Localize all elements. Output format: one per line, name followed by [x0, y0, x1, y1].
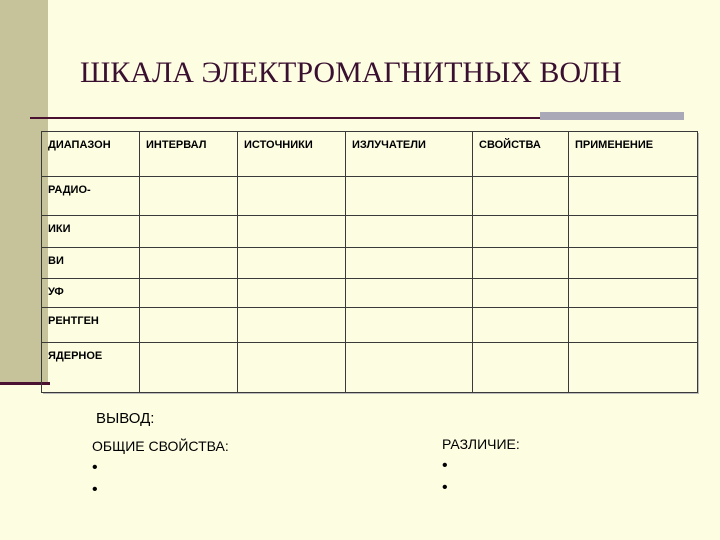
table-row: [42, 216, 698, 248]
table-cell: [140, 279, 238, 308]
common-properties-heading: ОБЩИЕ СВОЙСТВА:: [92, 438, 229, 454]
table-header-row: [42, 132, 698, 177]
table-row: [42, 279, 698, 308]
table-cell: [473, 343, 569, 393]
table-cell: [346, 216, 473, 248]
table-cell: [473, 216, 569, 248]
table-cell: [569, 248, 698, 279]
header-emitters: ИЗЛУЧАТЕЛИ: [346, 132, 473, 177]
table-row: [42, 177, 698, 216]
table-cell: [140, 248, 238, 279]
table-cell: [569, 343, 698, 393]
list-item: •: [92, 459, 98, 476]
page-title: ШКАЛА ЭЛЕКТРОМАГНИТНЫХ ВОЛН: [80, 56, 622, 89]
table-cell: [473, 248, 569, 279]
header-application: ПРИМЕНЕНИЕ: [569, 132, 698, 177]
list-item: •: [442, 479, 448, 496]
header-interval: ИНТЕРВАЛ: [140, 132, 238, 177]
table-cell: [473, 177, 569, 216]
table-cell: [140, 177, 238, 216]
table-cell: ВИ: [42, 248, 140, 279]
title-underline: [30, 117, 540, 119]
table-cell: ЯДЕРНОЕ: [42, 343, 140, 393]
differences-list: [442, 455, 520, 499]
table-cell: [238, 248, 346, 279]
list-item: •: [92, 481, 98, 498]
table-cell: [473, 308, 569, 343]
table-cell: [238, 177, 346, 216]
table-row: [42, 343, 698, 393]
table-cell: [238, 279, 346, 308]
table-cell: [346, 279, 473, 308]
common-properties-block: [92, 438, 229, 501]
table-cell: [473, 279, 569, 308]
wave-scale-table: [41, 131, 698, 393]
table-cell: УФ: [42, 279, 140, 308]
table-cell: [140, 308, 238, 343]
table-row: [42, 248, 698, 279]
title-underline-accent: [540, 112, 684, 120]
differences-heading: РАЗЛИЧИЕ:: [442, 436, 520, 452]
table-cell: [569, 216, 698, 248]
table-cell: [346, 308, 473, 343]
table-cell: [569, 177, 698, 216]
table-cell: [346, 248, 473, 279]
header-range: ДИАПАЗОН: [42, 132, 140, 177]
header-properties: СВОЙСТВА: [473, 132, 569, 177]
table-row: [42, 308, 698, 343]
table-cell: [346, 177, 473, 216]
list-item: •: [442, 457, 448, 474]
table-cell: РАДИО-: [42, 177, 140, 216]
table-cell: [569, 279, 698, 308]
table-cell: [569, 308, 698, 343]
table-cell: ИКИ: [42, 216, 140, 248]
conclusion-label: ВЫВОД:: [96, 410, 155, 427]
table-cell: [238, 308, 346, 343]
table-cell: [238, 343, 346, 393]
table-cell: [140, 343, 238, 393]
table-cell: [346, 343, 473, 393]
differences-block: [442, 436, 520, 499]
table-cell: [238, 216, 346, 248]
common-properties-list: [92, 457, 229, 501]
header-sources: ИСТОЧНИКИ: [238, 132, 346, 177]
table-cell: РЕНТГЕН: [42, 308, 140, 343]
table-cell: [140, 216, 238, 248]
